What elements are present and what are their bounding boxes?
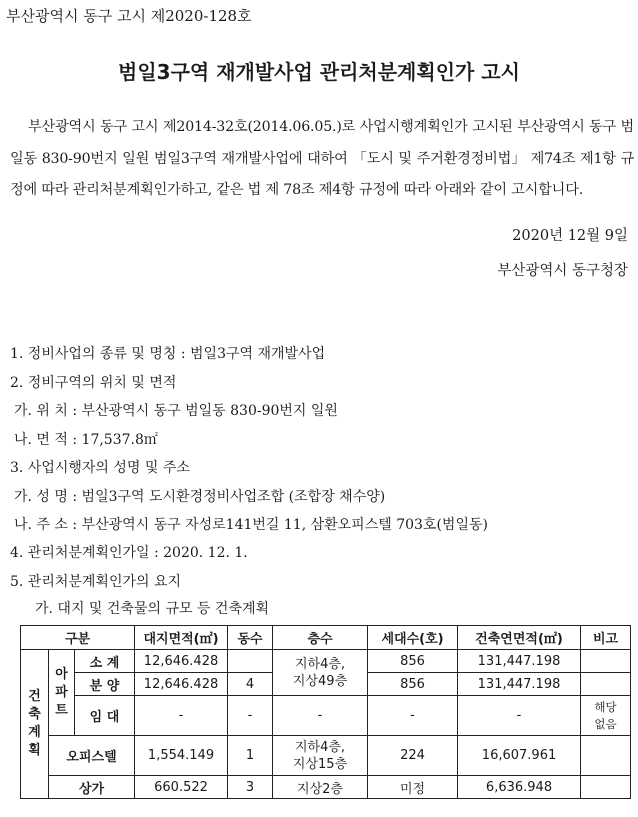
cell: 660.522 — [135, 776, 228, 799]
cell: 미정 — [368, 776, 458, 799]
cell: 지상2층 — [273, 776, 368, 799]
item-2b: 나. 면 적 : 17,537.8㎡ — [14, 432, 158, 448]
cell — [581, 736, 631, 776]
item-2a: 가. 위 치 : 부산광역시 동구 범일동 830-90번지 일원 — [14, 403, 338, 419]
row-label-shop: 상가 — [49, 776, 135, 799]
item-3: 3. 사업시행자의 성명 및 주소 — [10, 460, 190, 476]
item-5: 5. 관리처분계획인가의 요지 — [10, 574, 182, 590]
cell — [581, 650, 631, 673]
header-households: 세대수(호) — [368, 626, 458, 650]
cell: 224 — [368, 736, 458, 776]
cell: 4 — [228, 673, 273, 696]
cell: 131,447.198 — [458, 650, 581, 673]
group-label: 건 축 계 획 — [21, 650, 49, 799]
cell: 1,554.149 — [135, 736, 228, 776]
header-site-area: 대지면적(㎡) — [135, 626, 228, 650]
cell: 3 — [228, 776, 273, 799]
cell: 해당 없음 — [581, 696, 631, 736]
header-note: 비고 — [581, 626, 631, 650]
item-2: 2. 정비구역의 위치 및 면적 — [10, 375, 177, 391]
table-row — [21, 696, 631, 736]
page-title: 범일3구역 재개발사업 관리처분계획인가 고시 — [118, 60, 520, 84]
cell: 지하4층, 지상49층 — [273, 650, 368, 696]
table-row — [21, 650, 631, 673]
cell: - — [458, 696, 581, 736]
cell: - — [273, 696, 368, 736]
issuer: 부산광역시 동구청장 — [497, 263, 628, 279]
cell: 1 — [228, 736, 273, 776]
notice-body: 부산광역시 동구 고시 제2014-32호(2014.06.05.)로 사업시행계획인가 고시된 부산광역시 동구 범일동 830-90번지 일원 범일3구역 재개발사업에 대하여 「도시 및 주거환경정비법」 제74조 제1항 규정에 따라 관리처분계획인가하고, 같은 법 제 78조 제4항 규정에 따라 아래와 같이 고시합니다. — [10, 119, 634, 198]
item-3a: 가. 성 명 : 범일3구역 도시환경정비사업조합 (조합장 채수양) — [14, 489, 386, 505]
header-floors: 층수 — [273, 626, 368, 650]
cell: 지하4층, 지상15층 — [273, 736, 368, 776]
header-gross-area: 건축연면적(㎡) — [458, 626, 581, 650]
cell: 6,636.948 — [458, 776, 581, 799]
item-1: 1. 정비사업의 종류 및 명칭 : 범일3구역 재개발사업 — [10, 346, 326, 362]
table-row — [21, 776, 631, 799]
cell: 131,447.198 — [458, 673, 581, 696]
table-row — [21, 736, 631, 776]
cell: - — [135, 696, 228, 736]
building-plan-table — [20, 625, 631, 799]
table-header-row — [21, 626, 631, 650]
cell — [581, 673, 631, 696]
row-label-total: 소 계 — [75, 650, 135, 673]
cell: 12,646.428 — [135, 650, 228, 673]
header-gubun: 구분 — [21, 626, 135, 650]
item-5a: 가. 대지 및 건축물의 규모 등 건축계획 — [35, 601, 270, 617]
notice-number: 부산광역시 동구 고시 제2020-128호 — [6, 7, 252, 25]
item-4: 4. 관리처분계획인가일 : 2020. 12. 1. — [10, 545, 248, 561]
notice-date: 2020년 12월 9일 — [512, 228, 628, 244]
apt-label: 아 파 트 — [49, 650, 75, 736]
row-label-sale: 분 양 — [75, 673, 135, 696]
cell: - — [368, 696, 458, 736]
cell: 16,607.961 — [458, 736, 581, 776]
cell: 12,646.428 — [135, 673, 228, 696]
cell — [228, 650, 273, 673]
row-label-rent: 임 대 — [75, 696, 135, 736]
row-label-officetel: 오피스텔 — [49, 736, 135, 776]
cell: 856 — [368, 650, 458, 673]
cell: 856 — [368, 673, 458, 696]
cell: - — [228, 696, 273, 736]
item-3b: 나. 주 소 : 부산광역시 동구 자성로141번길 11, 삼환오피스텔 703호(범일동) — [14, 517, 488, 533]
cell — [581, 776, 631, 799]
header-buildings: 동수 — [228, 626, 273, 650]
